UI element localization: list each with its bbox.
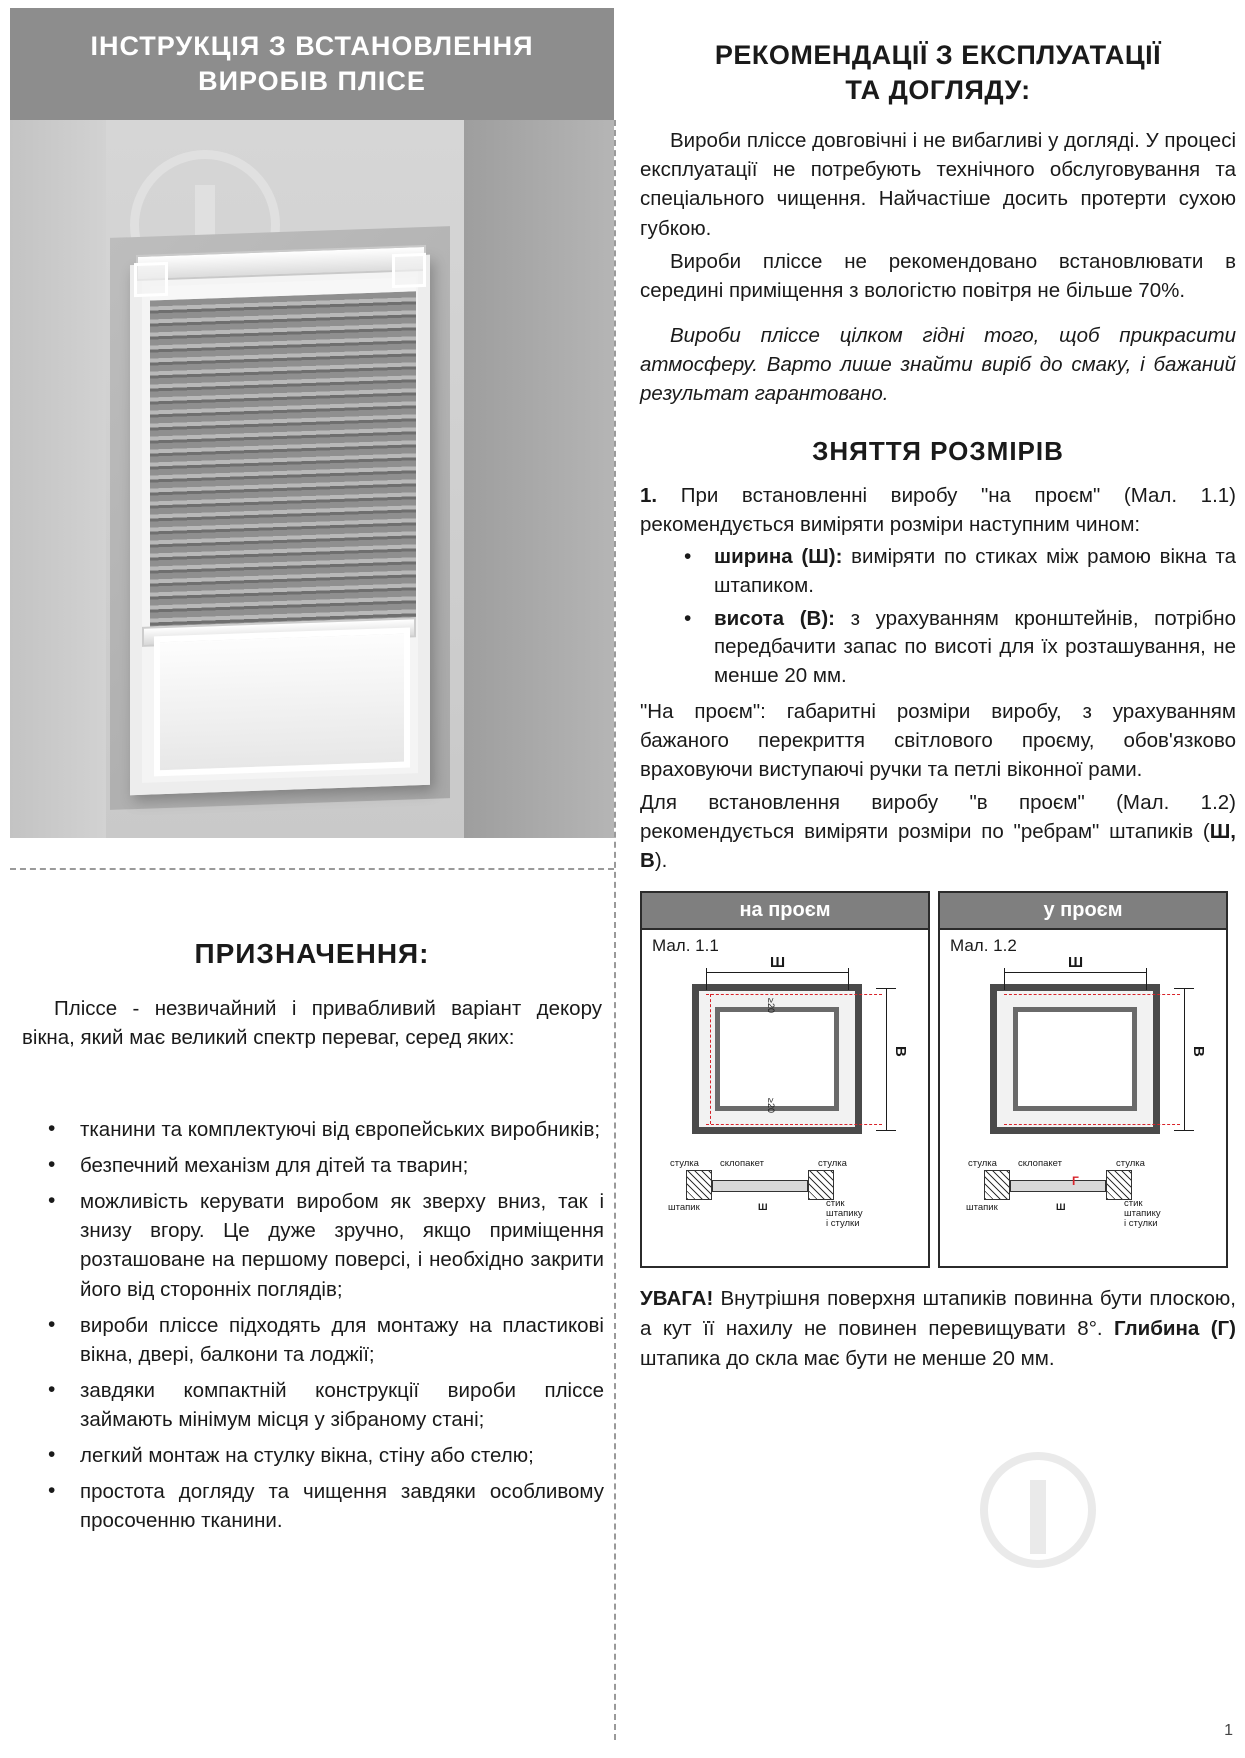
dim-width-tick-left-1	[706, 968, 707, 990]
diagram-canvas-1	[648, 954, 922, 1258]
dim-width-label-2: Ш	[1068, 954, 1084, 972]
document-title-line1: ІНСТРУКЦІЯ З ВСТАНОВЛЕННЯ	[90, 30, 534, 61]
note-v-proem-c: ).	[654, 849, 668, 873]
diagram-header-2: у проєм	[940, 893, 1226, 930]
care-para-3: Вироби пліссе цілком гідні того, щоб прикрасити атмосферу. Варто лише знайти виріб до смаку, і бажаний результат гарантовано.	[640, 323, 1236, 406]
measurement-intro-paragraph	[640, 481, 1236, 539]
dim-red-left-1	[710, 994, 711, 1124]
note-v-proem-b: Ш, В	[640, 820, 1236, 873]
warning-text-b: штапика до скла має бути не менше 20 мм.	[640, 1346, 1055, 1370]
dim-height-label-2: В	[1190, 1046, 1207, 1058]
cs-label-left-2: стулка	[968, 1158, 997, 1170]
list-item-width	[640, 543, 1236, 600]
cs-label-bottom-center-1: Ш	[758, 1202, 768, 1214]
pleated-blind-fabric	[150, 277, 416, 626]
dim-height-tick-bottom-2	[1174, 1130, 1194, 1131]
measurement-notes	[640, 697, 1236, 876]
care-paragraphs	[640, 126, 1236, 408]
measurement-bullets	[640, 543, 1236, 690]
offset-bottom-label-1: ≥20	[766, 1098, 776, 1114]
measurement-intro-text: При встановленні виробу "на проєм" (Мал. 1.1) рекомендується виміряти розміри наступним чином:	[640, 484, 1236, 537]
warning-label: УВАГА!	[640, 1287, 714, 1311]
left-column	[0, 0, 614, 1758]
dim-width-tick-right-1	[848, 968, 849, 990]
diagram-window-outer-2	[990, 984, 1160, 1134]
diagram-header-1: на проєм	[642, 893, 928, 930]
bracket-top-left	[134, 262, 168, 297]
horizontal-divider	[10, 868, 614, 870]
list-item: • легкий монтаж на стулку вікна, стіну або стелю;	[22, 1441, 604, 1470]
list-item: • тканини та комплектуючі від європейських виробників;	[22, 1115, 604, 1144]
dim-width-label-1: Ш	[770, 954, 786, 972]
cs-label-bottom-left-1: штапик	[668, 1202, 700, 1214]
note-v-proem-a: Для встановлення виробу "в проєм" (Мал. 1.2) рекомендується виміряти розміри по "ребрам" штапиків (	[640, 791, 1236, 844]
cs-label-right-2: стулка	[1116, 1158, 1145, 1170]
document-title-line2: ВИРОБІВ ПЛІСЕ	[198, 66, 426, 96]
cross-section-1	[658, 1156, 914, 1230]
measurement-intro-block	[640, 481, 1236, 539]
window-glass	[154, 627, 410, 776]
cs-sash-left-2	[984, 1170, 1010, 1200]
dim-red-top-2	[1004, 994, 1180, 995]
warning-depth-label: Глибина (Г)	[1114, 1317, 1236, 1341]
diagram-caption-2: Мал. 1.2	[950, 936, 1017, 956]
photo-wall-left	[10, 120, 106, 838]
cs-label-right-1: стулка	[818, 1158, 847, 1170]
note-na-proem: "На проєм": габаритні розміри виробу, з урахуванням бажаного перекриття світлового проєму, обов'язково враховуючи виступаючі ручки та петлі віконної рами.	[640, 699, 1236, 782]
benefits-list	[22, 1115, 604, 1542]
dim-height-tick-top-2	[1174, 988, 1194, 989]
cs-label-left-1: стулка	[670, 1158, 699, 1170]
bracket-top-right	[392, 253, 426, 288]
cs-label-bottom-left-2: штапик	[966, 1202, 998, 1214]
right-column	[640, 0, 1236, 1758]
care-heading	[640, 38, 1236, 108]
measurement-heading: ЗНЯТТЯ РОЗМІРІВ	[812, 436, 1064, 467]
purpose-heading: ПРИЗНАЧЕННЯ:	[194, 938, 430, 969]
cs-sash-left-1	[686, 1170, 712, 1200]
width-text: виміряти по стиках між рамою вікна та штапиком.	[714, 545, 1236, 598]
cs-label-bottom-right-4: стик	[1124, 1198, 1143, 1210]
cs-label-bottom-right-6: і стулки	[1124, 1218, 1158, 1230]
dim-height-tick-top-1	[876, 988, 896, 989]
diagram-v-proem	[938, 891, 1228, 1268]
diagram-na-proem	[640, 891, 930, 1268]
diagram-window-outer-1	[692, 984, 862, 1134]
offset-top-label-1: ≥20	[766, 998, 776, 1014]
dim-red-bottom-2	[1004, 1124, 1180, 1125]
list-item-height	[640, 605, 1236, 691]
care-heading-line1: РЕКОМЕНДАЦІЇ З ЕКСПЛУАТАЦІЇ	[714, 40, 1162, 70]
cs-label-glass-1: склопакет	[720, 1158, 764, 1170]
cs-glass-2	[1010, 1180, 1106, 1192]
dim-height-line-1	[886, 988, 887, 1130]
cs-label-bottom-right-2: штапику	[826, 1208, 863, 1220]
width-label: ширина (Ш):	[714, 545, 843, 569]
warning-block	[640, 1284, 1236, 1373]
list-item: • безпечний механізм для дітей та тварин;	[22, 1151, 604, 1180]
dim-red-top-1	[706, 994, 882, 995]
diagram-container	[640, 891, 1236, 1268]
warning-text-a: Внутрішня поверхня штапиків повинна бути плоскою, а кут її нахилу не повинен перевищувати 8°.	[640, 1287, 1236, 1341]
cs-glass-1	[712, 1180, 808, 1192]
list-item: • простота догляду та чищення завдяки особливому просоченню тканини.	[22, 1477, 604, 1535]
cs-label-glass-2: склопакет	[1018, 1158, 1062, 1170]
height-text: з урахуванням кронштейнів, потрібно передбачити запас по висоті для їх розташування, не менше 20 мм.	[714, 606, 1237, 688]
purpose-intro-block	[22, 995, 602, 1058]
list-item: • завдяки компактній конструкції вироби пліссе займають мінімум місця у зібраному стані;	[22, 1376, 604, 1434]
cs-sash-right-1	[808, 1170, 834, 1200]
cs-sash-right-2	[1106, 1170, 1132, 1200]
dim-red-bottom-1	[706, 1124, 882, 1125]
dim-width-line-2	[1004, 972, 1146, 973]
list-item: • вироби пліссе підходять для монтажу на пластикові вікна, двері, балкони та лоджії;	[22, 1311, 604, 1369]
diagram-caption-1: Мал. 1.1	[652, 936, 719, 956]
dim-height-line-2	[1184, 988, 1185, 1130]
care-para-1: Вироби пліссе довговічні і не вибагливі у догляді. У процесі експлуатації не потребують технічного обслуговування та спеціального чищення. Найчастіше досить протерти сухою губкою.	[640, 129, 1236, 240]
dim-width-tick-left-2	[1004, 968, 1005, 990]
vertical-divider	[614, 120, 616, 1740]
measurement-intro-number: 1.	[640, 484, 658, 508]
page-number: 1	[1224, 1722, 1233, 1739]
document-title-banner	[10, 8, 614, 120]
care-para-2: Вироби пліссе не рекомендовано встановлювати в середині приміщення з вологістю повітря не більше 70%.	[640, 249, 1236, 302]
list-item: • можливість керувати виробом як зверху вниз, так і знизу вгору. Це дуже зручно, якщо приміщення розташоване на першому поверсі, і необхідно закрити його від сторонніх поглядів;	[22, 1187, 604, 1303]
purpose-intro-text: Пліссе - незвичайний і привабливий варіант декору вікна, який має великий спектр переваг, серед яких:	[22, 997, 602, 1049]
diagram-canvas-2	[946, 954, 1220, 1258]
watermark-bottom-icon	[980, 1452, 1096, 1568]
diagram-window-inner-1	[715, 1007, 839, 1114]
dim-width-tick-right-2	[1146, 968, 1147, 990]
cross-section-2	[956, 1156, 1212, 1230]
product-photo	[10, 120, 614, 838]
cs-label-bottom-right-5: штапику	[1124, 1208, 1161, 1220]
height-label: висота (В):	[714, 606, 835, 630]
cs-label-bottom-center-2: Ш	[1056, 1202, 1066, 1214]
cs-label-bottom-right-1: стик	[826, 1198, 845, 1210]
cs-label-bottom-right-3: і стулки	[826, 1218, 860, 1230]
care-heading-line2: ТА ДОГЛЯДУ:	[845, 75, 1031, 106]
dim-height-tick-bottom-1	[876, 1130, 896, 1131]
dim-height-label-1: В	[892, 1046, 909, 1058]
window-frame	[130, 255, 430, 795]
note-v-proem	[640, 788, 1236, 875]
diagram-window-inner-2	[1013, 1007, 1137, 1111]
photo-wall-right	[464, 120, 614, 838]
dim-width-line-1	[706, 972, 848, 973]
depth-label-2: Г	[1072, 1174, 1079, 1189]
